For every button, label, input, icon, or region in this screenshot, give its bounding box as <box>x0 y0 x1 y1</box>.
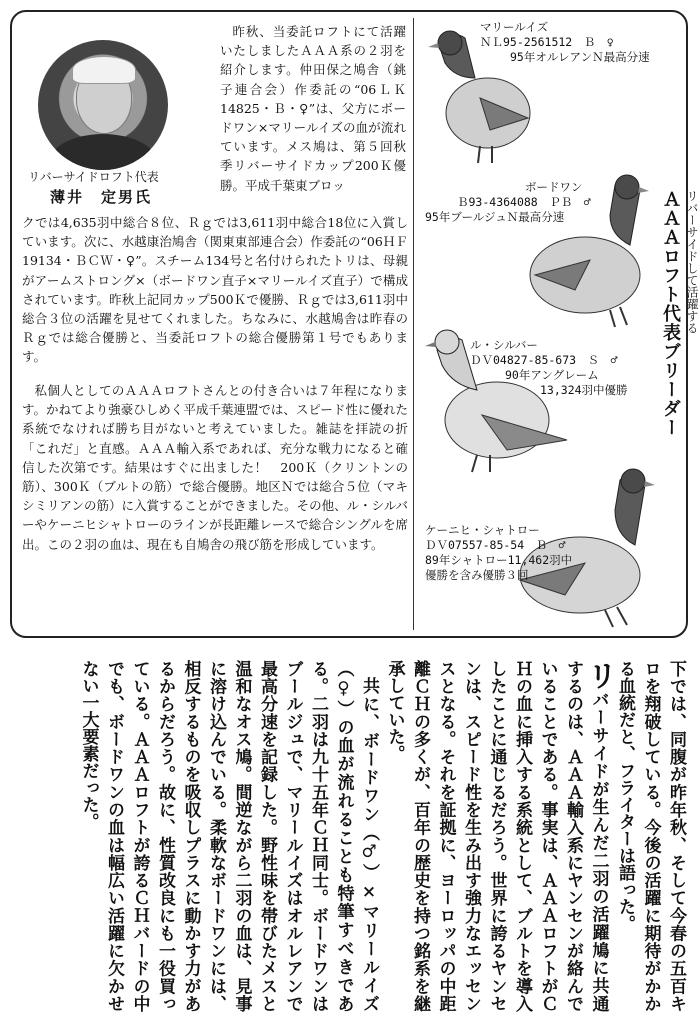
article-text-1b: クでは4,635羽中総合８位、Ｒｇでは3,611羽中総合18位に入賞しています。次に、水越康治鳩舎（関東東部連合会）作委託の“06ＨＦ19134・ＢＣＷ・♀”。スチーム134号と名付けられたトリは、母親がアームストロング×（ボードワン直子×マリールイズ直子）で構成されています。昨秋上記同カップ500Ｋで優勝、Ｒｇでは3,611羽中総合３位の活躍を見せてくれました。ちなみに、水越鳩舎は昨春のＲｇでは総合優勝と、当委託ロフトの総合優勝第１号でもあります。 <box>22 215 408 365</box>
breeder-name: 薄井 定男氏 <box>50 188 153 206</box>
article-paragraph-2 <box>22 381 408 554</box>
pigeon-4-note-2: 優勝を含み優勝３回 <box>425 568 529 582</box>
pigeon-3-name: ル・シルバー <box>470 338 538 352</box>
pigeon-4-code: ＤＶ07557-85-54 Ｂ ♂ <box>425 538 566 552</box>
article-paragraph-1-continued <box>22 213 408 367</box>
pigeon-4-note-1: 89年シャトロー11,462羽中 <box>425 553 573 567</box>
article-text-1: 昨秋、当委託ロフトにて活躍いたしましたＡＡＡ系の２羽を紹介します。仲田保之鳩舎（銚子連合会）作委託の“06ＬＫ14825・Ｂ・♀”は、父方にボードワン×マリールイズの血が流れています。メス鳩は、第５回秋季リバーサイドカップ200Ｋ優勝。平成千葉東ブロッ <box>220 24 406 193</box>
pigeon-3-label <box>470 338 628 398</box>
pigeon-3-code: ＤＶ04827-85-673 Ｓ ♂ <box>470 353 618 367</box>
pigeon-2-name: ボードワン <box>525 180 583 194</box>
breeder-caption-title: リバーサイドロフト代表 <box>28 170 159 184</box>
portrait-body <box>48 134 158 170</box>
pigeon-1-note: 95年オルレアンＮ最高分速 <box>510 50 650 64</box>
pigeon-4-label <box>425 523 572 583</box>
side-heading-small: リバーサイドして活躍する <box>685 190 699 334</box>
pigeon-2-code: Ｂ93-4364088 ＰＢ ♂ <box>457 195 591 209</box>
drop-cap: リ <box>581 660 617 691</box>
pigeon-4-name: ケーニヒ・シャトロー <box>425 523 540 537</box>
pigeon-1-name: マリールイズ <box>480 20 549 34</box>
column-divider <box>413 18 414 630</box>
side-heading <box>657 190 700 437</box>
pigeon-1-label <box>480 20 650 65</box>
pigeon-1-code: ＮＬ95-2561512 Ｂ ♀ <box>480 35 614 49</box>
breeder-portrait <box>38 40 168 170</box>
bottom-paragraph-2-text: バーサイドが生んだ二羽の活躍鳩に共通するのは、ＡＡＡ輸入系にヤンセンが絡んでいることである。事実は、ＡＡＡロフトがＣＨの血に挿入する系統として、ブルトを導入したことに通じるだろう。世界に誇るヤンセンは、スピード性を生み出す強力なエッセンスとなる。それを証拠に、ヨーロッパの中距離ＣＨの多くが、百年の歴史を持つ銘系を継承していた。 <box>384 660 609 1013</box>
article-paragraph-1 <box>220 22 406 195</box>
bottom-paragraph-1: 下では、同腹が昨年秋、そして今春の五百キロを翔破している。今後の活躍に期待がかかる血統だと、フライターは語った。 <box>615 660 686 1012</box>
bottom-paragraph-3: 共に、ボードワン（♂）×マリールイズ（♀）の血が流れることも特筆すべきである。二羽は九十五年ＣＨ同士。ボードワンはブールジュで、マリールイズはオルレアンで最高分速を記録した。野性味を帯びたメスと温和なオス鳩。間逆ながら二羽の血は、見事に溶け込んでいる。柔軟なボードワンには、相反するものを吸収しプラスに動かす力があるからだろう。故に、性質改良にも一役買っている。ＡＡＡロフトが誇るＣＨバードの中でも、ボードワンの血は幅広い活躍に欠かせない一大要素だった。 <box>78 660 379 1013</box>
bottom-paragraph-2 <box>381 660 617 1013</box>
article-text-2: 私個人としてのＡＡＡロフトさんとの付き合いは７年程になります。かねてより強豪ひしめく平成千葉連盟では、スピード性に優れた系統でなければ勝ち目がないと考えていました。雑誌を拝読の折「これだ」と直感。ＡＡＡ輸入系であれば、充分な戦力になると確信した次第です。結果はすぐに出ました！ 200Ｋ（クリントンの筋）、300Ｋ（ブルトの筋）で総合優勝。地区Ｎでは総合５位（マキシミリアンの筋）に入賞することができました。その他、ル・シルバーやケーニヒシャトローのラインが長距離レースで総合シングルを席出。この２羽の血は、現在も自鳩舎の飛び筋を形成しています。 <box>22 383 408 552</box>
side-heading-big: ＡＡＡロフト代表ブリーダー <box>660 190 681 437</box>
pigeon-3-note-1: 90年アングレーム <box>505 368 599 382</box>
bottom-vertical-article <box>12 660 688 1012</box>
pigeon-2-note: 95年ブールジュＮ最高分速 <box>425 210 565 224</box>
portrait-hair <box>72 56 136 84</box>
pigeon-2-label <box>425 180 591 225</box>
pigeon-3-note-2: 13,324羽中優勝 <box>540 383 628 397</box>
